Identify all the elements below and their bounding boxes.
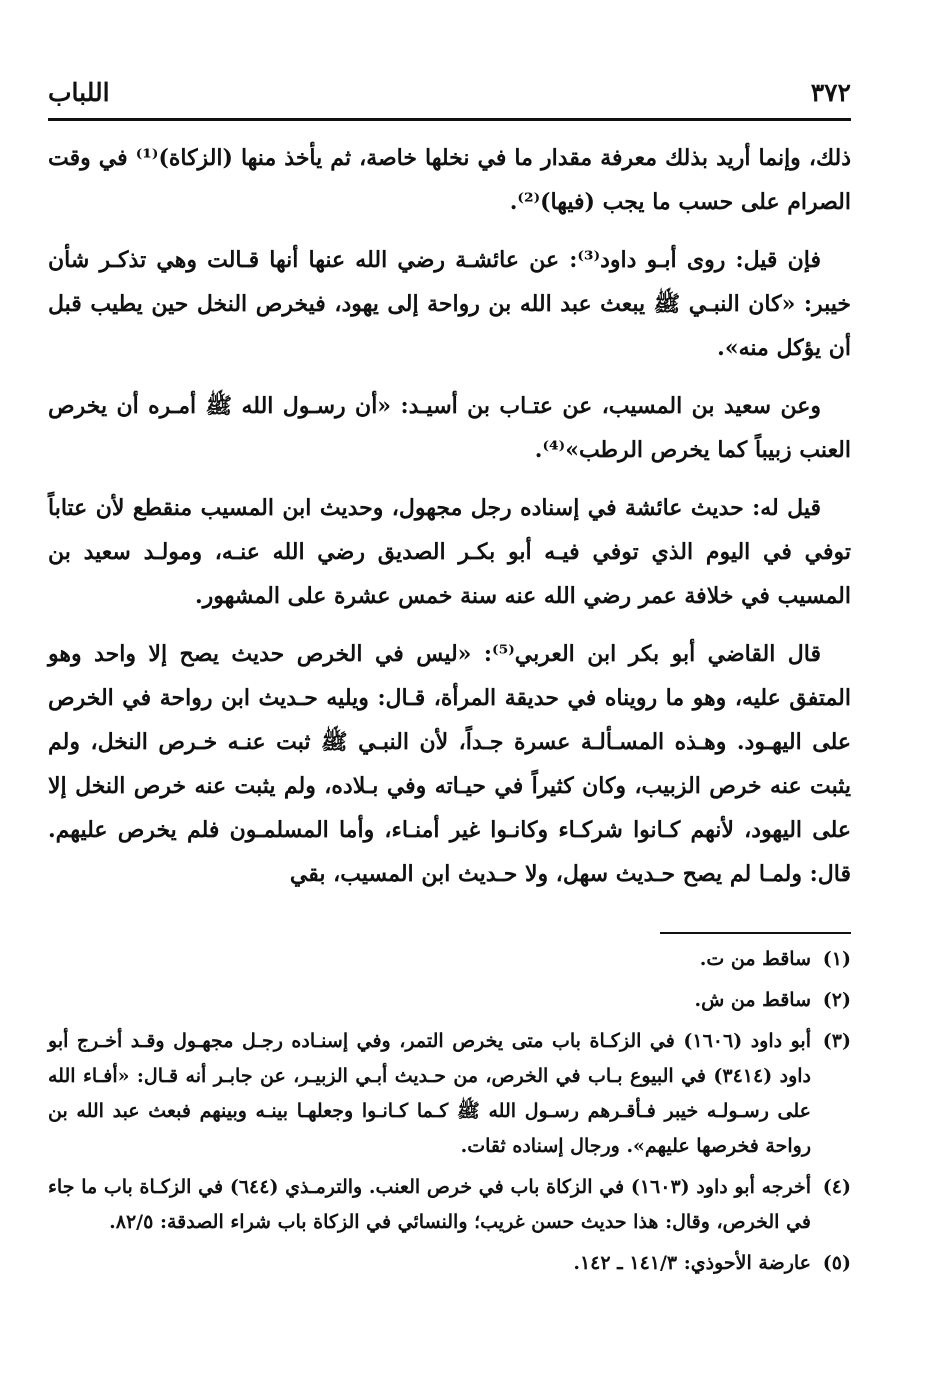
running-title: اللباب — [48, 77, 110, 107]
footnote-item — [48, 1170, 851, 1240]
paragraph: فإن قيل: روى أبـو داود⁽³⁾: عن عائشـة رضي الله عنها أنها قـالت وهي تذكـر شأن خيبر: «كان النبـي ﷺ يبعث عبد الله بن رواحة إلى يهود، فيخرص النخل حين يطيب قبل أن يؤكل منه». — [48, 247, 851, 361]
main-text — [48, 136, 851, 910]
paragraph: قال القاضي أبو بكر ابن العربي⁽⁵⁾: «ليس في الخرص حديث يصح إلا واحد وهو المتفق عليه، وهو ما رويناه في حديقة المرأة، قـال: ويليه حـديث ابن رواحة في الخرص على اليهـود. وهـذه المسـألـة عسرة جـداً، لأن النبـي ﷺ ثبت عنـه خـرص النخل، ولم يثبت عنه خرص الزبيب، وكان كثيراً في حيـاته وفي بـلاده، ولم يثبت عنه خرص النخل إلا على اليهود، لأنهم كـانوا شركـاء وكانـوا غير أمنـاء، وأما المسلمـون فلم يخرص عليهم. قال: ولمـا لم يصح حـديث سهل، ولا حـديث ابن المسيب، بقي — [48, 641, 851, 887]
footnote-number: (١) — [822, 948, 851, 970]
footnote-item — [48, 1246, 851, 1281]
footnote-item — [48, 942, 851, 977]
footnote-text: أخرجه أبو داود (١٦٠٣) في الزكاة باب في خرص العنب. والترمـذي (٦٤٤) في الزكـاة باب ما جاء في الخرص، وقال: هذا حديث حسن غريب؛ والنسائي في الزكاة باب شراء الصدقة: ٨٢/٥. — [48, 1176, 812, 1233]
page-number: ٣٧٢ — [810, 77, 851, 107]
paragraph: قيل له: حديث عائشة في إسناده رجل مجهول، وحديث ابن المسيب منقطع لأن عتاباً توفي في اليوم الذي توفي فيـه أبو بكـر الصديق رضي الله عنـه، ومولـد سعيد بن المسيب في خلافة عمر رضي الله عنه سنة خمس عشرة على المشهور. — [48, 495, 851, 609]
footnote-text: عارضة الأحوذي: ١٤١/٣ ـ ١٤٢. — [573, 1252, 811, 1274]
footnote-number: (٥) — [822, 1252, 851, 1274]
footnote-text: ساقط من ت. — [699, 948, 811, 970]
footnotes — [48, 942, 851, 1287]
header-rule — [48, 118, 851, 121]
footnote-text: أبو داود (١٦٠٦) في الزكـاة باب متى يخرص التمر، وفي إسنـاده رجـل مجهـول وقـد أخـرج أبو داود (٣٤١٤) في البيوع بـاب في الخرص، من حـديث أبـي الزبيـر، عن جابـر أنه قـال: «أفـاء الله على رسـولـه خيبر فـأقـرهم رسـول الله ﷺ كـما كـانـوا وجعلهـا بينـه وبينهم فبعث عبد الله بن رواحة فخرصها عليهم». ورجال إسناده ثقات. — [48, 1030, 811, 1157]
footnote-item — [48, 983, 851, 1018]
page-header — [48, 70, 851, 114]
paragraph: ذلك، وإنما أريد بذلك معرفة مقدار ما في نخلها خاصة، ثم يأخذ منها (الزكاة)⁽¹⁾ في وقت الصرام على حسب ما يجب (فيها)⁽²⁾. — [48, 145, 851, 215]
paragraph: وعن سعيد بن المسيب، عن عتـاب بن أسيـد: «أن رسـول الله ﷺ أمـره أن يخرص العنب زبيباً كما يخرص الرطب»⁽⁴⁾. — [48, 393, 851, 463]
footnote-number: (٢) — [822, 989, 851, 1011]
footnote-rule — [660, 932, 851, 934]
footnote-number: (٤) — [822, 1176, 851, 1198]
footnote-text: ساقط من ش. — [694, 989, 811, 1011]
footnote-number: (٣) — [822, 1030, 851, 1052]
footnote-item — [48, 1024, 851, 1164]
